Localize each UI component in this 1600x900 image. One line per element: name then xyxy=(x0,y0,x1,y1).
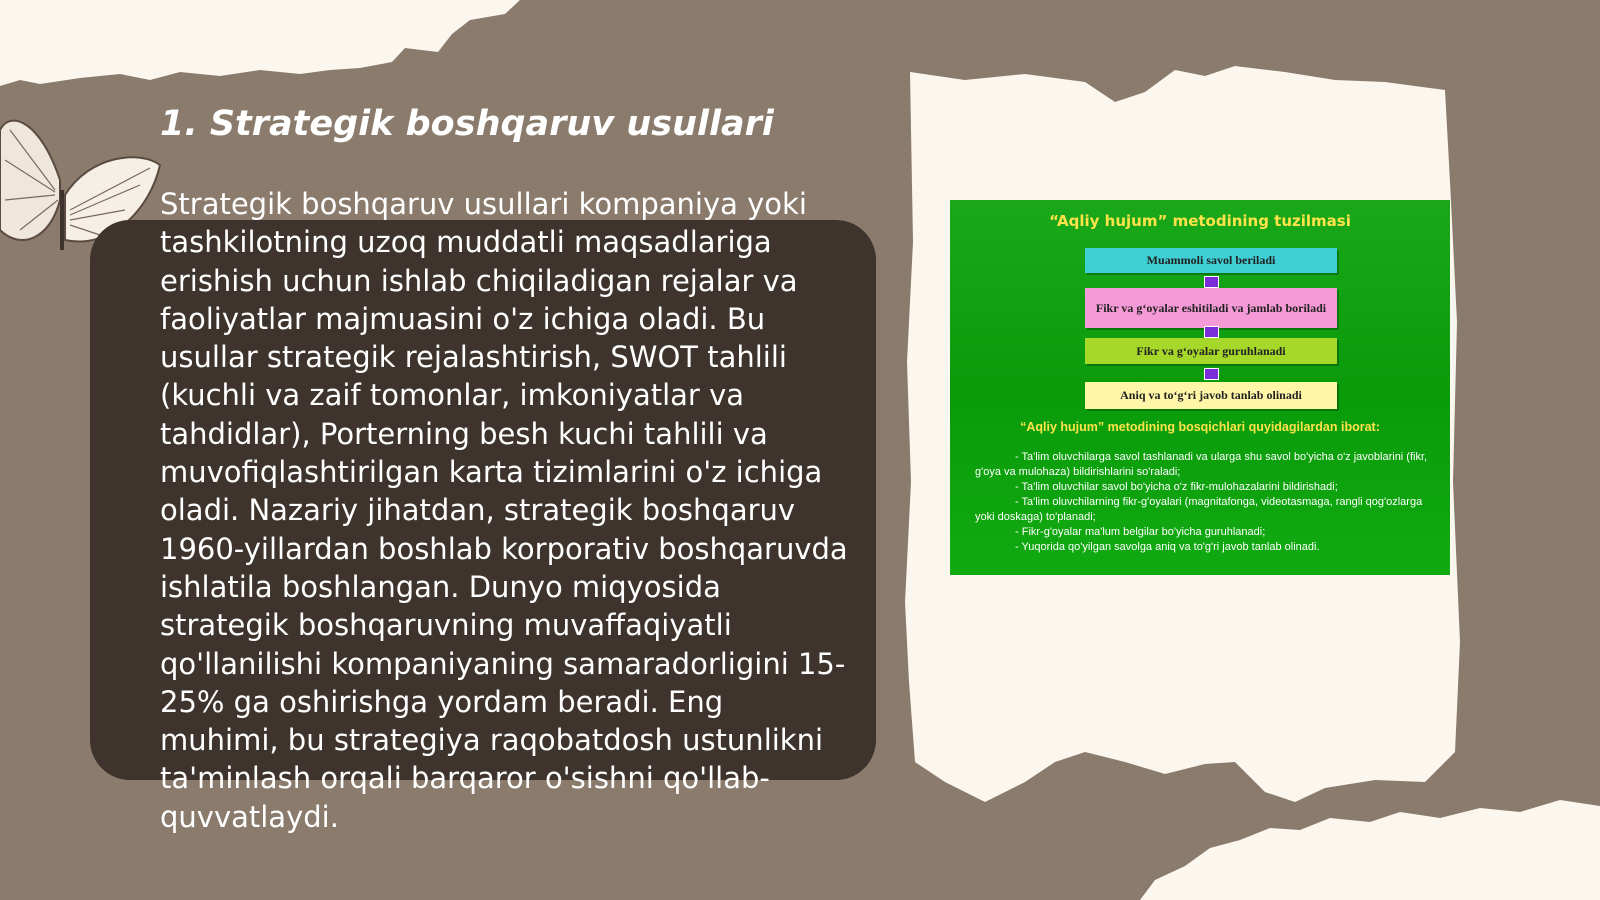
slide-body-text: Strategik boshqaruv usullari kompaniya yoki tashkilotning uzoq muddatli maqsadlariga erishish uchun ishlab chiqiladigan rejalar va faoliyatlar majmuasini o'z ichiga oladi. Bu usullar strategik rejalashtirish, SWOT tahlili (kuchli va zaif tomonlar, imkoniyatlar va tahdidlar), Porterning besh kuchi tahlili va muvofiqlashtirilgan karta tizimlarini o'z ichiga oladi. Nazariy jihatdan, strategik boshqaruv 1960-yillardan boshlab korporativ boshqaruvda ishlatila boshlangan. Dunyo miqyosida strategik boshqaruvning muvaffaqiyatli qo'llanilishi kompaniyaning samaradorligini 15-25% ga oshirishga yordam beradi. Eng muhimi, bu strategiya raqobatdosh ustunlikni ta'minlash orqali barqaror o'sishni qo'llab-quvvatlaydi. xyxy=(160,187,848,834)
diagram-step-1: Muammoli savol beriladi xyxy=(1085,248,1337,273)
stages-heading: “Aqliy hujum” metodining bosqichlari quyidagilardan iborat: xyxy=(1020,420,1380,434)
diagram-step-2: Fikr va g‘oyalar eshitiladi va jamlab boriladi xyxy=(1085,288,1337,328)
list-item: - Ta'lim oluvchilarga savol tashlanadi va ularga shu savol bo'yicha o'z javoblarini (fikr, g'oya va mulohaza) bildirishlarini so'raladi; xyxy=(975,451,1428,478)
slide-title: 1. Strategik boshqaruv usullari xyxy=(160,104,774,144)
diagram-step-3: Fikr va g‘oyalar guruhlanadi xyxy=(1085,338,1337,364)
brainstorm-diagram xyxy=(950,200,1450,575)
diagram-step-4: Aniq va to‘g‘ri javob tanlab olinadi xyxy=(1085,382,1337,409)
list-item: - Ta'lim oluvchilar savol bo'yicha o'z fikr-mulohazalarini bildirishadi; xyxy=(1015,481,1338,493)
diagram-title: “Aqliy hujum” metodining tuzilmasi xyxy=(1049,212,1351,230)
arrow-down-icon xyxy=(1204,368,1219,380)
arrow-down-icon xyxy=(1204,326,1219,338)
list-item: - Yuqorida qo'yilgan savolga aniq va to'g'ri javob tanlab olinadi. xyxy=(1015,541,1320,553)
arrow-down-icon xyxy=(1204,276,1219,288)
list-item: - Ta'lim oluvchilarning fikr-g'oyalari (magnitafonga, videotasmaga, rangli qog'ozlarga yoki doskaga) to'planadi; xyxy=(975,496,1423,523)
list-item: - Fikr-g'oyalar ma'lum belgilar bo'yicha guruhlanadi; xyxy=(1015,526,1266,538)
stages-list xyxy=(975,450,1437,555)
